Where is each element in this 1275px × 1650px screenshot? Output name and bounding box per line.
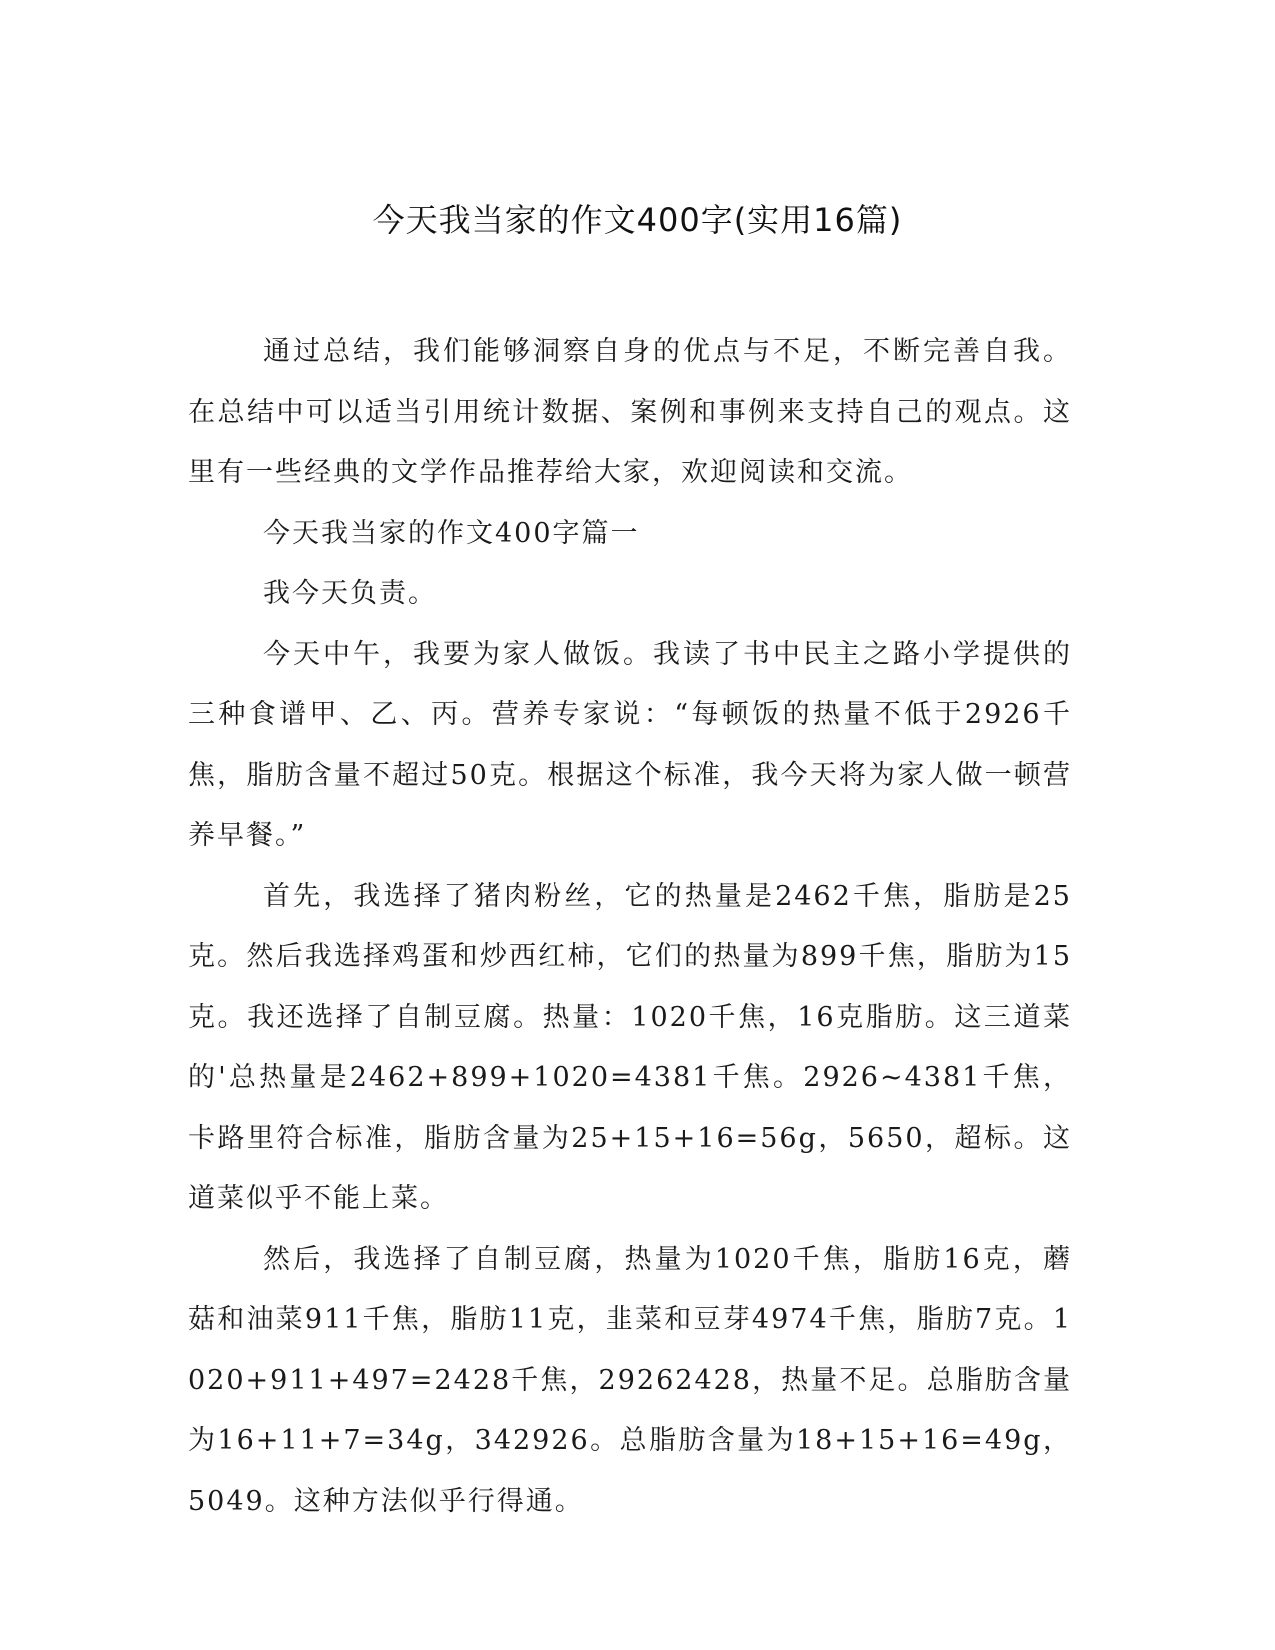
section-heading: 今天我当家的作文400字篇一 xyxy=(263,517,640,549)
body-paragraph: 首先，我选择了猪肉粉丝，它的热量是2462千焦，脂肪是25克。然后我选择鸡蛋和炒西红柿，它们的热量为899千焦，脂肪为15克。我还选择了自制豆腐。热量：1020千焦，16克脂肪。这三道菜的'总热量是2462+899+1020=4381千焦。2926~4381千焦，卡路里符合标准，脂肪含量为25+15+16=56g，5650，超标。这道菜似乎不能上菜。 xyxy=(188,880,1072,1214)
body-paragraph: 然后，我选择了自制豆腐，热量为1020千焦，脂肪16克，蘑菇和油菜911千焦，脂肪11克，韭菜和豆芽4974千焦，脂肪7克。1020+911+497=2428千焦，29262428，热量不足。总脂肪含量为16+11+7=34g，342926。总脂肪含量为18+15+16=49g，5049。这种方法似乎行得通。 xyxy=(188,1243,1072,1517)
intro-paragraph: 通过总结，我们能够洞察自身的优点与不足，不断完善自我。在总结中可以适当引用统计数据、案例和事例来支持自己的观点。这里有一些经典的文学作品推荐给大家，欢迎阅读和交流。 xyxy=(188,336,1072,488)
body-paragraph: 今天中午，我要为家人做饭。我读了书中民主之路小学提供的三种食谱甲、乙、丙。营养专家说：“每顿饭的热量不低于2926千焦，脂肪含量不超过50克。根据这个标准，我今天将为家人做一顿营养早餐。” xyxy=(188,638,1072,851)
body-paragraph: 我今天负责。 xyxy=(263,578,437,609)
document-title: 今天我当家的作文400字(实用16篇) xyxy=(372,201,903,239)
document-body xyxy=(188,322,1072,1532)
